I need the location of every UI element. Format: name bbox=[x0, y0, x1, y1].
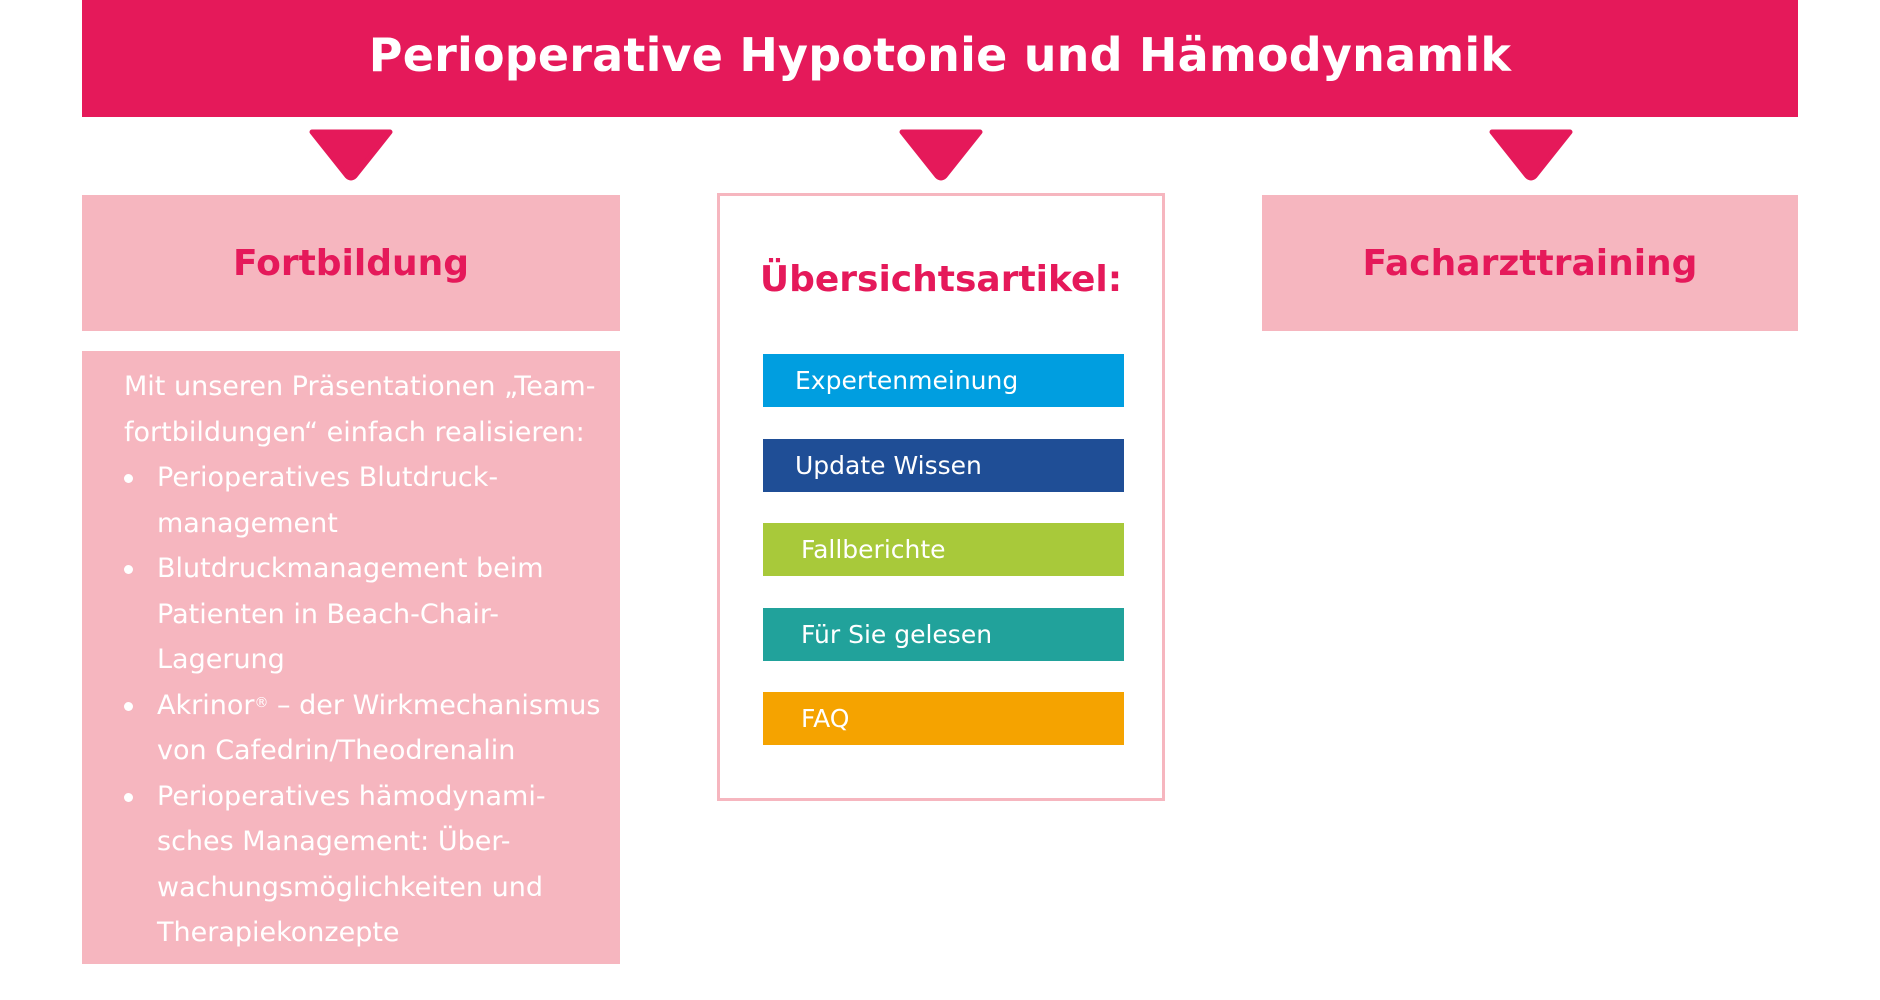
arrow-down-icon-right bbox=[1488, 129, 1574, 181]
article-link-expertenmeinung[interactable] bbox=[763, 354, 1124, 407]
article-link-label: Fallberichte bbox=[801, 535, 946, 564]
list-item-line: Perioperatives hämodynami- bbox=[157, 780, 546, 812]
article-link-fuer-sie-gelesen[interactable] bbox=[763, 608, 1124, 661]
list-item-line: Patienten in Beach-Chair- bbox=[157, 598, 500, 630]
list-item-line: Perioperatives Blutdruck- bbox=[157, 462, 499, 493]
article-link-label: Für Sie gelesen bbox=[801, 620, 993, 649]
list-item bbox=[124, 683, 600, 774]
list-item-line: sches Management: Über- bbox=[157, 826, 511, 857]
presentation-list bbox=[124, 455, 600, 956]
list-item bbox=[124, 455, 600, 546]
fortbildung-title: Fortbildung bbox=[232, 243, 470, 284]
list-item-text: – der Wirkmechanismus bbox=[277, 689, 601, 721]
title-banner bbox=[82, 0, 1798, 117]
bullet-icon bbox=[124, 702, 133, 711]
article-link-label: FAQ bbox=[801, 704, 850, 733]
list-item-line: Lagerung bbox=[157, 644, 285, 675]
arrow-down-icon-left bbox=[308, 129, 394, 181]
bullet-icon bbox=[124, 793, 133, 802]
list-item-line: management bbox=[157, 507, 338, 539]
article-link-fallberichte[interactable] bbox=[763, 523, 1124, 576]
list-item bbox=[124, 546, 600, 683]
intro-line: Mit unseren Präsentationen „Team- bbox=[124, 371, 596, 402]
arrow-down-icon-middle bbox=[898, 129, 984, 181]
facharzttraining-header bbox=[1262, 195, 1798, 331]
article-link-update-wissen[interactable] bbox=[763, 439, 1124, 492]
list-item-line: von Cafedrin/Theodrenalin bbox=[157, 735, 516, 766]
fortbildung-body bbox=[82, 351, 620, 964]
page-title: Perioperative Hypotonie und Hämodynamik bbox=[368, 27, 1512, 82]
article-link-label: Update Wissen bbox=[795, 451, 982, 480]
article-link-label: Expertenmeinung bbox=[795, 366, 1019, 395]
article-link-faq[interactable] bbox=[763, 692, 1124, 745]
registered-mark: ® bbox=[254, 694, 269, 711]
list-item bbox=[124, 774, 600, 956]
bullet-icon bbox=[124, 565, 133, 574]
bullet-icon bbox=[124, 474, 133, 483]
uebersichtsartikel-box bbox=[717, 193, 1165, 801]
facharzttraining-title: Facharzttraining bbox=[1362, 243, 1698, 284]
fortbildung-header bbox=[82, 195, 620, 331]
list-item-line: Therapiekonzepte bbox=[157, 917, 400, 948]
list-item-line: wachungsmöglichkeiten und bbox=[157, 871, 543, 903]
brand-name: Akrinor bbox=[157, 689, 255, 721]
intro-line: fortbildungen“ einfach realisieren: bbox=[124, 416, 585, 448]
list-item-line: Blutdruckmanagement beim bbox=[157, 553, 544, 584]
list-item-line bbox=[157, 683, 600, 729]
uebersichtsartikel-title: Übersichtsartikel: bbox=[759, 259, 1123, 300]
